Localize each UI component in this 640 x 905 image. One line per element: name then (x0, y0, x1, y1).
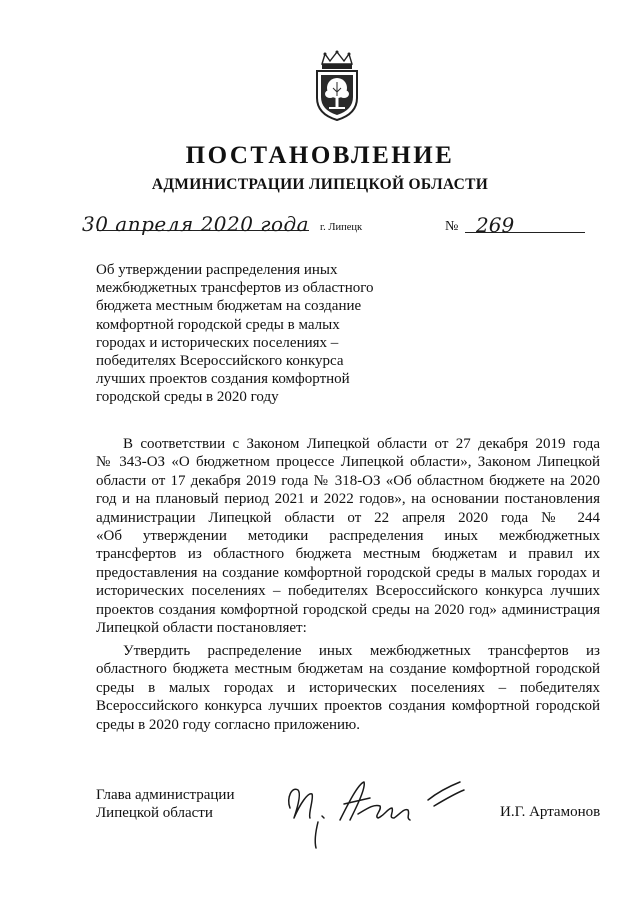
paragraph-line: областного бюджета местным бюджетам на создание комфортной городской (96, 661, 600, 678)
paragraph-line: среды в 2020 году согласно приложению. (96, 716, 361, 733)
document-subtitle: АДМИНИСТРАЦИИ ЛИПЕЦКОЙ ОБЛАСТИ (151, 176, 489, 193)
document-subject (96, 261, 396, 407)
paragraph-line: среды в малых городах и исторических поселениях – победителях (96, 679, 600, 696)
city-label: г. Липецк (320, 222, 363, 233)
document-title: ПОСТАНОВЛЕНИЕ (185, 142, 455, 169)
paragraph-line: проектов создания комфортной городской среды на 2020 год» администрация (96, 601, 600, 618)
subject-line: городской среды в 2020 году (96, 389, 279, 406)
signer-position-line: Глава администрации (96, 787, 235, 803)
subject-line: межбюджетных трансфертов из областного (96, 280, 374, 297)
paragraph-line: администрации Липецкой области от 22 апреля 2020 года № 244 (96, 509, 600, 526)
paragraph-line: В соответствии с Законом Липецкой области от 27 декабря 2019 года (123, 436, 600, 452)
subject-line: победителях Всероссийского конкурса (96, 353, 344, 370)
signer-position-line: Липецкой области (96, 805, 213, 822)
number-sign: № (445, 219, 459, 234)
preamble-paragraph (96, 435, 600, 637)
paragraph-line: области от 17 декабря 2019 года № 318-ОЗ «Об областном бюджете на 2020 (96, 472, 600, 489)
paragraph-line: исторических поселениях – победителях Всероссийского конкурса лучших (96, 583, 600, 600)
subject-line: Об утверждении распределения иных (96, 262, 338, 278)
handwritten-signature (278, 768, 478, 854)
signer-name: И.Г. Артамонов (500, 804, 601, 820)
paragraph-line: год и на плановый период 2021 и 2022 годов», на основании постановления (96, 491, 600, 508)
paragraph-line: Утвердить распределение иных межбюджетных трансфертов из (123, 643, 600, 659)
paragraph-line: трансфертов из областного бюджета местным бюджетам и правил их (96, 546, 600, 563)
paragraph-line: Липецкой области постановляет: (96, 620, 307, 637)
handwritten-date: 30 апреля 2020 года (82, 212, 310, 236)
handwritten-number: 269 (476, 213, 515, 237)
coat-of-arms-icon (312, 50, 362, 122)
signer-position (96, 786, 234, 823)
subject-line: лучших проектов создания комфортной (96, 371, 350, 388)
paragraph-line: Всероссийского конкурса лучших проектов создания комфортной городской (96, 698, 600, 715)
paragraph-line: предоставления на создание комфортной городской среды в малых городах и (96, 564, 600, 581)
resolution-paragraph (96, 642, 600, 734)
subject-line: городах и исторических поселениях – (96, 334, 339, 351)
paragraph-line: № 343-ОЗ «О бюджетном процессе Липецкой области», Законом Липецкой (96, 454, 600, 471)
subject-line: бюджета местным бюджетам на создание (96, 298, 362, 315)
paragraph-line: «Об утверждении методики распределения иных межбюджетных (96, 528, 600, 545)
subject-line: комфортной городской среды в малых (96, 316, 340, 333)
